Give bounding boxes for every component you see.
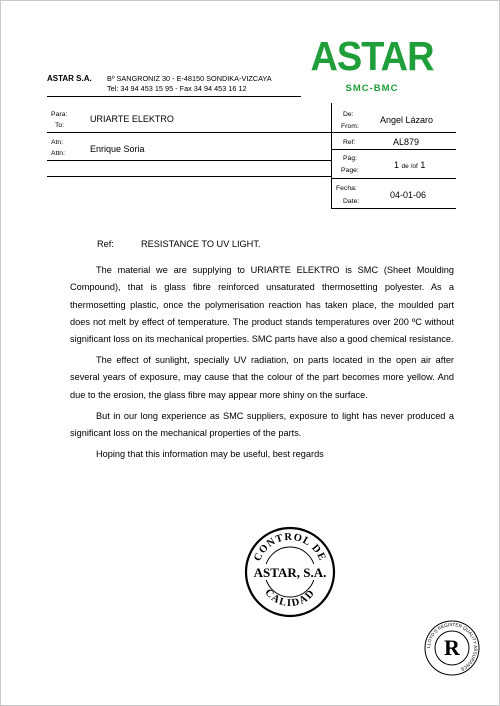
lloyds-register-seal (424, 620, 480, 676)
to-label: To: (55, 122, 65, 129)
subject-ref-key: Ref: (97, 239, 114, 249)
column-divider (331, 103, 332, 209)
atn-label: Atn: (51, 139, 64, 146)
pag-label: Pág: (343, 155, 357, 162)
stamp-bottom-text: CALIDAD (262, 587, 318, 610)
astar-logo (302, 36, 442, 104)
de-label: De: (343, 111, 354, 118)
page-label: Page: (341, 167, 359, 174)
date-rule (331, 208, 456, 209)
to-value: URIARTE ELEKTRO (90, 114, 174, 124)
logo-wordmark: ASTAR (310, 34, 434, 80)
company-phone-fax: Tel: 34 94 453 15 95 - Fax 34 94 453 16 12 (107, 84, 247, 93)
seal-ring-text: LLOYD'S REGISTER QUALITY ASSURANCE (425, 621, 479, 673)
from-value: Angel Lázaro (380, 115, 434, 125)
paragraph-2: The effect of sunlight, specially UV radiation, on parts located in the open air after several years of exposure, may cause that the colour of the part becomes more yellow. And due to the erosion, the glass fibre may appear more shiny on the surface. (70, 355, 454, 400)
quality-control-stamp (244, 526, 336, 618)
to-rule (47, 132, 331, 133)
fecha-label: Fecha: (336, 185, 357, 192)
date-label: Date: (343, 198, 360, 205)
svg-text:CALIDAD (262, 587, 317, 609)
paragraph-4: Hoping that this information may be useful, best regards (96, 449, 324, 460)
stamp-top-text: CONTROL DE (252, 531, 328, 564)
letter-body (70, 236, 454, 467)
from-rule (331, 132, 456, 133)
para-label: Para: (51, 111, 68, 118)
ref-value: AL879 (393, 137, 420, 147)
page-rule (331, 178, 456, 179)
ref-label: Ref: (343, 139, 356, 146)
attn-value: Enrique Soria (90, 144, 145, 154)
paragraph-1: The material we are supplying to URIARTE ELEKTRO is SMC (Sheet Moulding Compound), that is glass fibre reinforced unsaturated thermosetting polyester. As a thermosetting plastic, once the polymerisation reaction has taken place, the moulded part does not melt by effect of temperature. The product stands temperatures over 200 ºC without significant loss on its mechanical properties. SMC parts have also a good chemical resistance. (70, 265, 454, 345)
ref-rule (331, 149, 456, 150)
stamp-center-text: ASTAR, S.A. (253, 565, 327, 580)
page-total: 1 (420, 160, 426, 170)
page-current: 1 (394, 160, 400, 170)
paragraph-3: But in our long experience as SMC suppliers, exposure to light has never produced a significant loss on the mechanical properties of the parts. (70, 410, 454, 439)
date-value: 04-01-06 (390, 190, 427, 200)
company-address: Bº SANGRONIZ 30 - E-48150 SONDIKA-VIZCAYA (107, 74, 272, 83)
attn-rule (47, 160, 331, 161)
blank-rule (47, 176, 331, 177)
logo-subtitle: SMC-BMC (345, 83, 399, 94)
header-rule (47, 96, 301, 97)
company-name: ASTAR S.A. (47, 74, 92, 83)
page-value (394, 160, 425, 170)
from-label: From: (341, 123, 359, 130)
seal-center-letter: R (444, 635, 460, 660)
attn-label: Attn: (51, 150, 65, 157)
subject-text: RESISTANCE TO UV LIGHT. (141, 239, 261, 249)
page-of: de /of (401, 163, 418, 170)
subject-line (70, 236, 454, 253)
